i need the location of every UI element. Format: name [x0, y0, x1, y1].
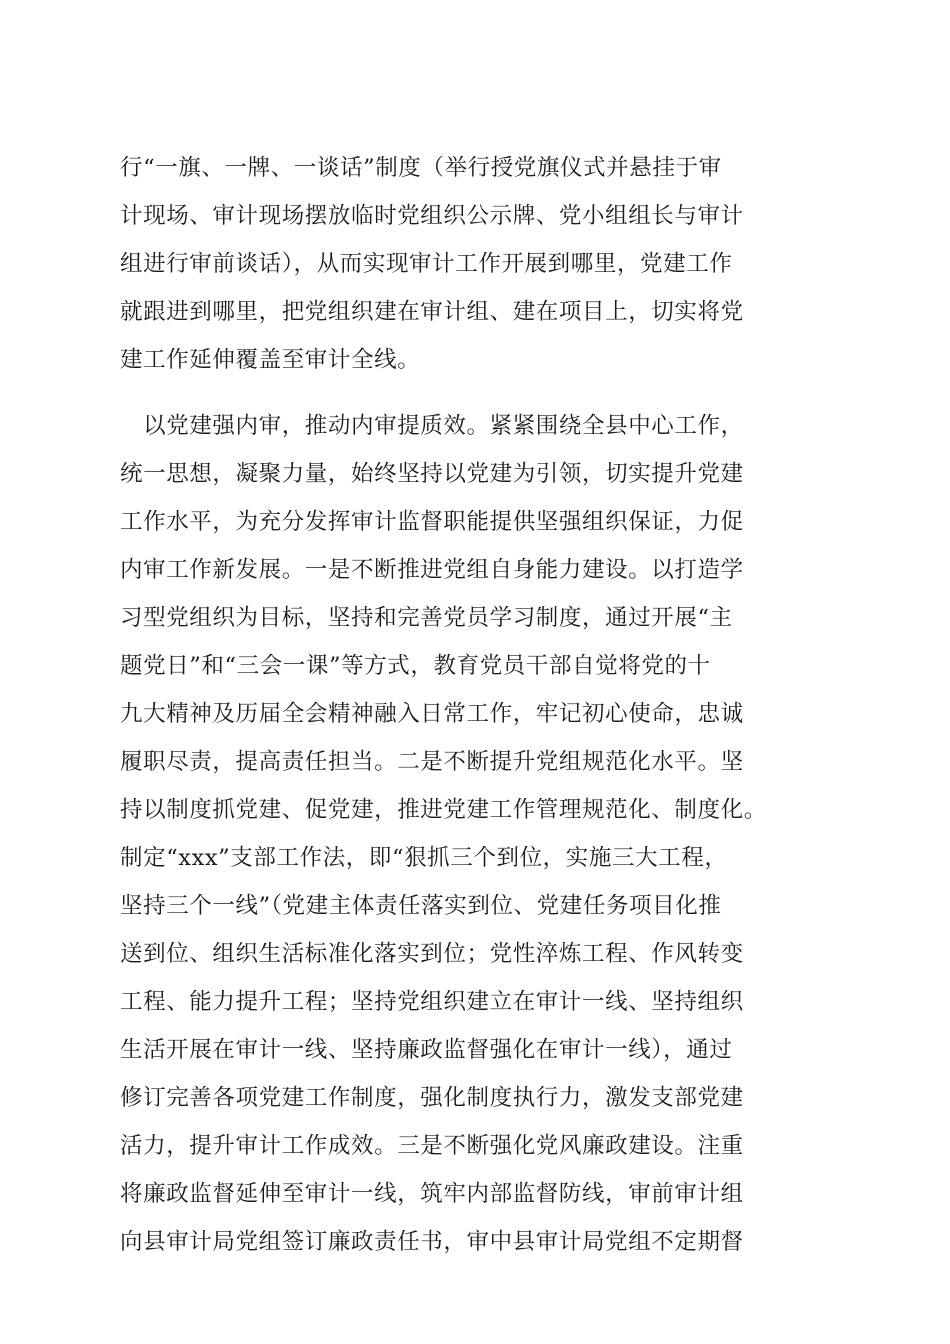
text-line: 向县审计局党组签订廉政责任书，审中县审计局党组不定期督 — [120, 1229, 744, 1255]
text-line: 活力，提升审计工作成效。三是不断强化党风廉政建设。注重 — [120, 1133, 744, 1159]
text-line: 修订完善各项党建工作制度，强化制度执行力，激发支部党建 — [120, 1085, 744, 1111]
text-line: 生活开展在审计一线、坚持廉政监督强化在审计一线），通过 — [120, 1037, 733, 1063]
text-line: 送到位、组织生活标准化落实到位；党性淬炼工程、作风转变 — [120, 941, 744, 967]
paragraph-1 — [120, 144, 840, 384]
text-line: 持以制度抓党建、促党建，推进党建工作管理规范化、制度化。 — [120, 797, 767, 823]
text-line: 计现场、审计现场摆放临时党组织公示牌、党小组组长与审计 — [120, 203, 744, 229]
text-line: 内审工作新发展。一是不断推进党组自身能力建设。以打造学 — [120, 557, 744, 583]
text-line: 工程、能力提升工程；坚持党组织建立在审计一线、坚持组织 — [120, 989, 744, 1015]
text-line: 九大精神及历届全会精神融入日常工作，牢记初心使命，忠诚 — [120, 701, 744, 727]
text-line: 习型党组织为目标，坚持和完善党员学习制度，通过开展“主 — [120, 605, 733, 631]
text-line: 统一思想，凝聚力量，始终坚持以党建为引领，切实提升党建 — [120, 461, 744, 487]
text-line: 履职尽责，提高责任担当。二是不断提升党组规范化水平。坚 — [120, 749, 744, 775]
text-line: 行“一旗、一牌、一谈话”制度（举行授党旗仪式并悬挂于审 — [120, 155, 722, 181]
text-line: 坚持三个一线”（党建主体责任落实到位、党建任务项目化推 — [120, 893, 722, 919]
paragraph-gap — [120, 384, 840, 402]
text-line: 制定“xxx”支部工作法，即“狠抓三个到位，实施三大工程， — [120, 845, 728, 871]
document-body — [120, 144, 840, 1266]
text-line: 就跟进到哪里，把党组织建在审计组、建在项目上，切实将党 — [120, 299, 744, 325]
text-line: 工作水平，为充分发挥审计监督职能提供坚强组织保证，力促 — [120, 509, 744, 535]
text-line: 以党建强内审，推动内审提质效。紧紧围绕全县中心工作， — [120, 413, 744, 439]
text-line: 建工作延伸覆盖至审计全线。 — [120, 347, 421, 373]
paragraph-2 — [120, 402, 840, 1266]
text-line: 题党日”和“三会一课”等方式，教育党员干部自觉将党的十 — [120, 653, 711, 679]
text-line: 组进行审前谈话），从而实现审计工作开展到哪里，党建工作 — [120, 251, 733, 277]
text-line: 将廉政监督延伸至审计一线，筑牢内部监督防线，审前审计组 — [120, 1181, 744, 1207]
